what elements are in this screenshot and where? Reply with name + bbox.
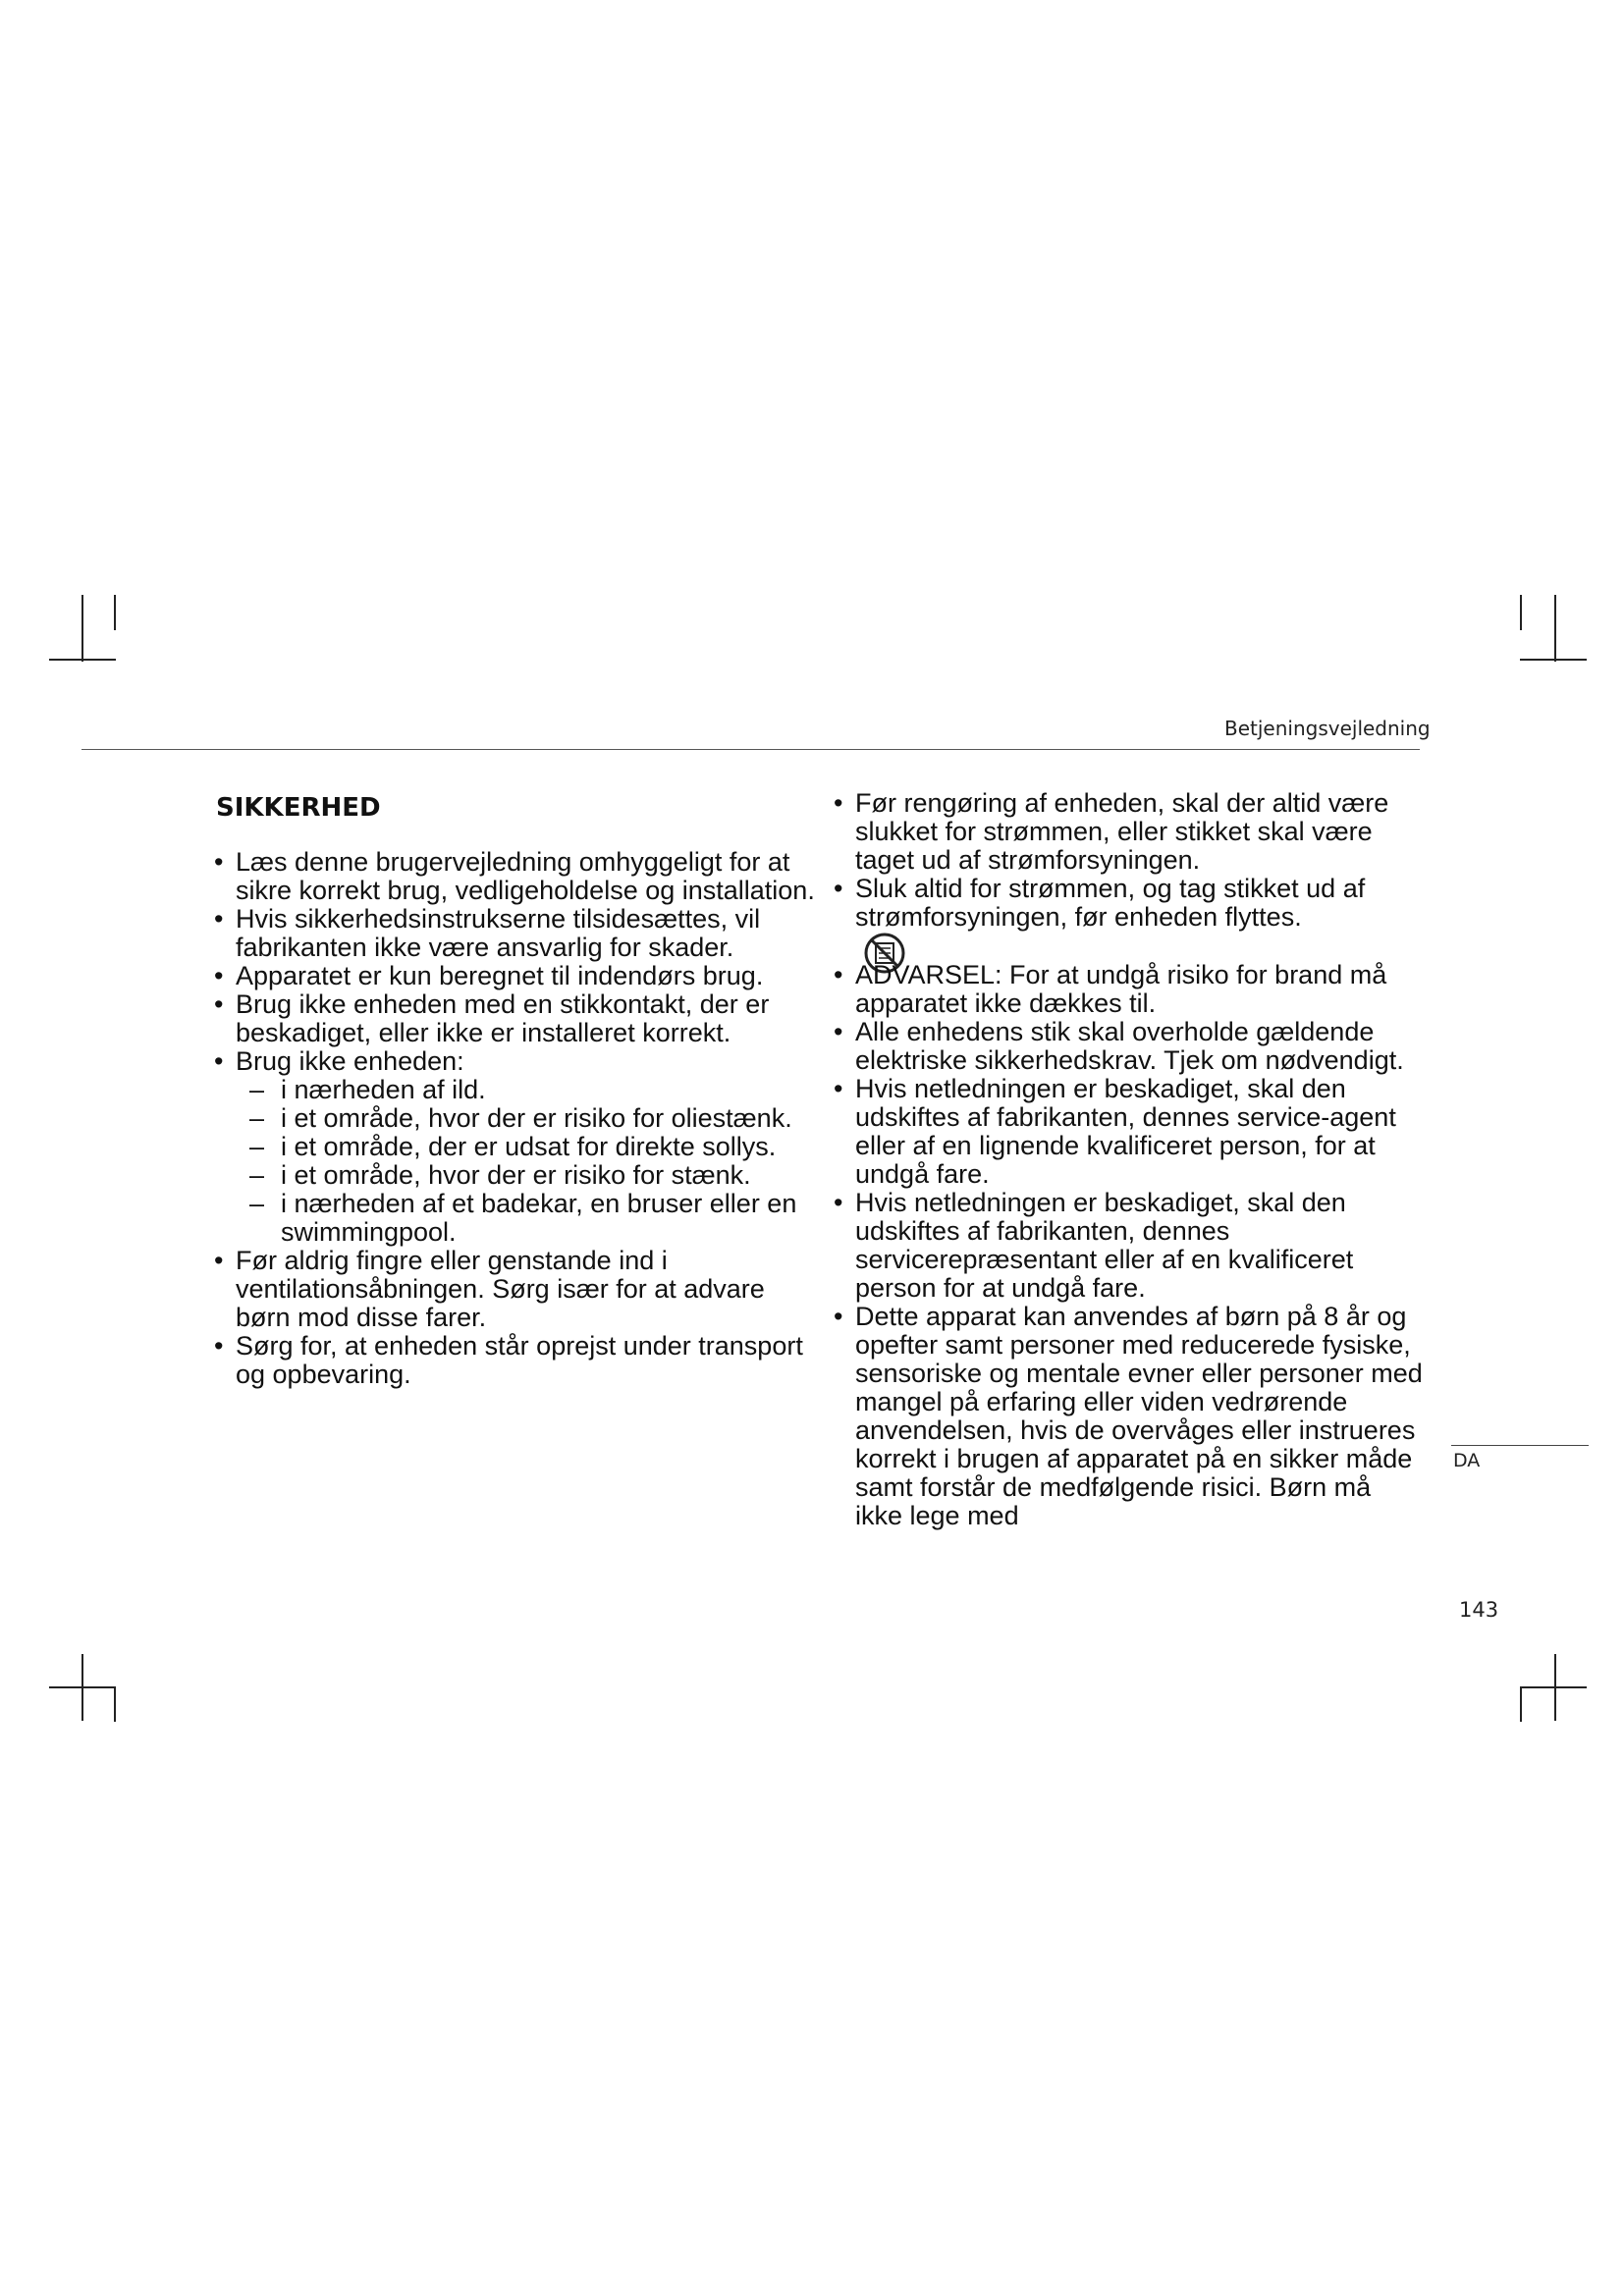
crop-mark-top-right-v [1554, 595, 1556, 662]
right-bullet-list [834, 789, 1423, 1530]
section-heading: SIKKERHED [216, 793, 381, 823]
list-item-text: Apparatet er kun beregnet til indendørs brug. [236, 961, 764, 990]
crop-mark-bottom-right-v [1554, 1654, 1556, 1721]
language-tab: DA [1453, 1450, 1481, 1471]
list-item [834, 789, 1423, 875]
sub-list-item-text: i et område, hvor der er risiko for oliestænk. [281, 1103, 792, 1133]
sub-list-item [249, 1104, 823, 1133]
bullet-marker: • [214, 1046, 224, 1076]
list-item-text: Hvis netledningen er beskadiget, skal den udskiftes af fabrikanten, dennes service-agent eller af en lignende kvalificeret person, for at undgå fare. [855, 1074, 1396, 1189]
bullet-marker: • [834, 1074, 843, 1103]
crop-mark-bottom-left-v [81, 1654, 83, 1721]
bullet-marker: • [214, 1246, 224, 1275]
list-item-text: Sørg for, at enheden står oprejst under transport og opbevaring. [236, 1331, 803, 1389]
page-number: 143 [1459, 1598, 1499, 1622]
bullet-marker: • [834, 874, 843, 903]
sub-list-item [249, 1190, 823, 1247]
crop-mark-bottom-left-v2 [114, 1686, 116, 1722]
sub-list-item [249, 1076, 823, 1104]
bullet-marker: • [834, 1302, 843, 1331]
crop-mark-bottom-right-v2 [1520, 1686, 1522, 1722]
running-header: Betjeningsvejledning [1224, 717, 1431, 740]
dash-marker: – [249, 1189, 265, 1218]
list-item-text: Dette apparat kan anvendes af børn på 8 år og opefter samt personer med reducerede fysiske, sensoriske og mentale evner eller personer med mangel på erfaring eller viden vedrørende anvendelsen, hvis de overvåges eller instrueres korrekt i brugen af apparatet på en sikker måde samt forstår de medfølgende risici. Børn må ikke lege med [855, 1302, 1423, 1530]
bullet-marker: • [214, 847, 224, 877]
list-item-text: Alle enhedens stik skal overholde gældende elektriske sikkerhedskrav. Tjek om nødvendigt. [855, 1017, 1404, 1075]
list-item [834, 1075, 1423, 1189]
crop-mark-top-left-v [81, 595, 83, 662]
list-item [834, 875, 1423, 932]
header-rule [81, 749, 1420, 750]
bullet-marker: • [214, 989, 224, 1019]
list-item [834, 932, 1423, 1018]
list-item [214, 1047, 823, 1247]
crop-mark-top-right-v2 [1520, 595, 1522, 630]
list-item [834, 1018, 1423, 1075]
sub-list-item-text: i nærheden af ild. [281, 1075, 486, 1104]
list-item-text: Før aldrig fingre eller genstande ind i ventilationsåbningen. Sørg især for at advare børn mod disse farer. [236, 1246, 765, 1332]
crop-mark-top-right-h [1520, 659, 1587, 661]
bullet-marker: • [214, 961, 224, 990]
bullet-marker: • [214, 904, 224, 934]
bullet-marker: • [834, 788, 843, 818]
list-item-text: Hvis netledningen er beskadiget, skal den udskiftes af fabrikanten, dennes servicerepræsentant eller af en kvalificeret person for at undgå fare. [855, 1188, 1354, 1303]
list-item [214, 962, 823, 990]
dash-marker: – [249, 1075, 265, 1104]
dash-marker: – [249, 1103, 265, 1133]
sub-list [249, 1076, 823, 1247]
list-item [214, 1247, 823, 1332]
sub-list-item [249, 1133, 823, 1161]
crop-mark-bottom-right-h [1520, 1686, 1587, 1688]
list-item [214, 905, 823, 962]
sub-list-item-text: i et område, der er udsat for direkte sollys. [281, 1132, 777, 1161]
list-item-text: Sluk altid for strømmen, og tag stikket ud af strømforsyningen, før enheden flyttes. [855, 874, 1366, 932]
sub-list-item-text: i nærheden af et badekar, en bruser eller en swimmingpool. [281, 1189, 797, 1247]
list-item-text: Læs denne brugervejledning omhyggeligt for at sikre korrekt brug, vedligeholdelse og installation. [236, 847, 815, 905]
bullet-marker: • [214, 1331, 224, 1361]
list-item-text: ADVARSEL: For at undgå risiko for brand må apparatet ikke dækkes til. [855, 960, 1387, 1018]
list-item [214, 1332, 823, 1389]
list-item-text: Brug ikke enheden med en stikkontakt, der er beskadiget, eller ikke er installeret korrekt. [236, 989, 770, 1047]
list-item [834, 1189, 1423, 1303]
bullet-marker: • [834, 1017, 843, 1046]
dash-marker: – [249, 1160, 265, 1190]
dash-marker: – [249, 1132, 265, 1161]
sub-list-item [249, 1161, 823, 1190]
left-bullet-list [214, 848, 823, 1389]
bullet-marker: • [834, 1188, 843, 1217]
list-item-text: Hvis sikkerhedsinstrukserne tilsidesættes, vil fabrikanten ikke være ansvarlig for skader. [236, 904, 761, 962]
bullet-marker: • [834, 960, 843, 989]
right-column [834, 789, 1423, 1530]
list-item-text: Brug ikke enheden: [236, 1046, 464, 1076]
list-item [214, 990, 823, 1047]
list-item [834, 1303, 1423, 1530]
crop-mark-top-left-v2 [114, 595, 116, 630]
language-tab-rule [1451, 1445, 1589, 1446]
left-column [214, 848, 823, 1389]
list-item-text: Før rengøring af enheden, skal der altid være slukket for strømmen, eller stikket skal være taget ud af strømforsyningen. [855, 788, 1389, 875]
sub-list-item-text: i et område, hvor der er risiko for stænk. [281, 1160, 751, 1190]
list-item [214, 848, 823, 905]
